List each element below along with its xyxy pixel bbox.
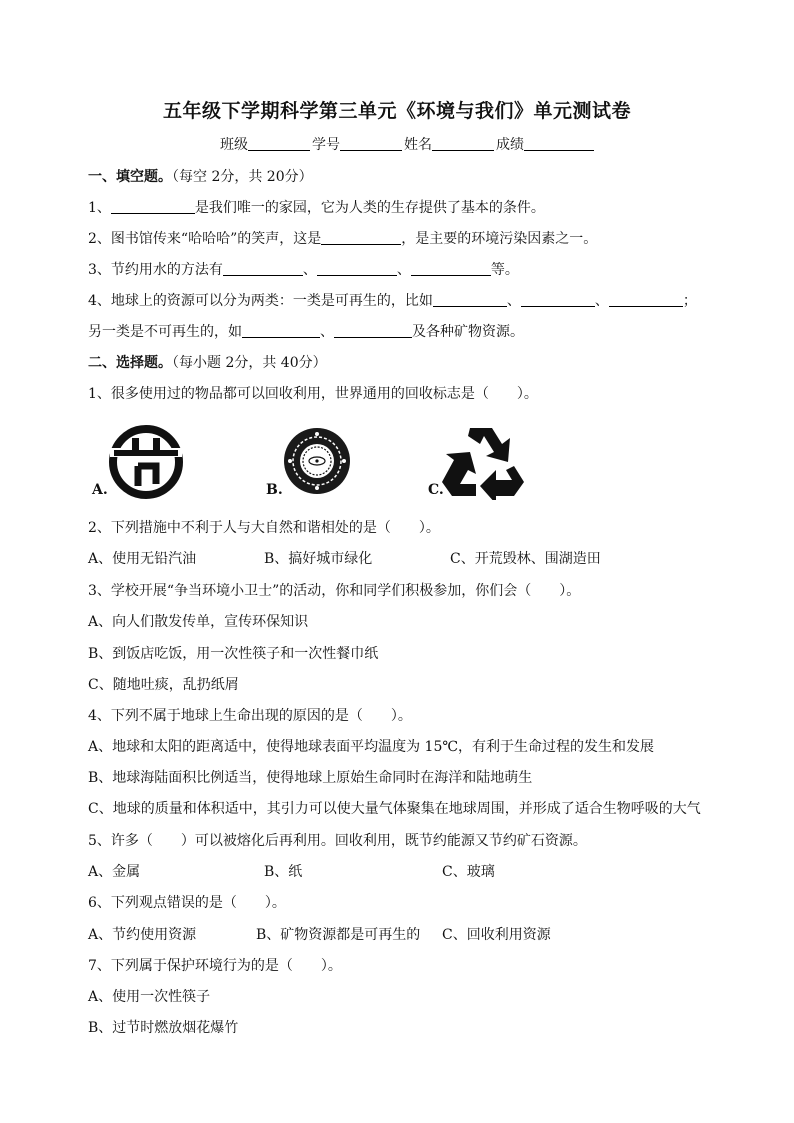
answer-blank[interactable] xyxy=(521,292,595,307)
choice-question-3-option-a[interactable]: A、向人们散发传单，宣传环保知识 xyxy=(88,614,309,630)
student-info-row xyxy=(220,134,640,154)
option-a-symbol-icon[interactable] xyxy=(108,424,184,500)
choice-question-4-option-c[interactable]: C、地球的质量和体积适中，其引力可以使大量气体聚集在地球周围，并形成了适合生物呼吸的大气 xyxy=(88,801,701,817)
answer-blank[interactable] xyxy=(334,323,412,338)
option-a[interactable]: A、使用无铅汽油 xyxy=(88,551,197,567)
option-c[interactable]: C、开荒毁林、围湖造田 xyxy=(450,551,601,567)
answer-blank[interactable] xyxy=(411,261,491,276)
score-blank[interactable] xyxy=(524,136,594,151)
option-c-recycle-icon[interactable] xyxy=(440,424,526,500)
fill-question-4-line2: 另一类是不可再生的，如 、 及各种矿物资源。 xyxy=(88,324,524,340)
answer-blank[interactable] xyxy=(321,230,401,245)
section2-heading: 二、选择题。（每小题 2分，共 40分） xyxy=(88,355,327,371)
name-blank[interactable] xyxy=(432,136,494,151)
fill-question-4: 4、地球上的资源可以分为两类：一类是可再生的，比如 、 、 ； xyxy=(88,293,697,309)
choice-question-2: 2、下列措施中不利于人与大自然和谐相处的是（ ）。 xyxy=(88,520,440,536)
choice-question-4-option-b[interactable]: B、地球海陆面积比例适当，使得地球上原始生命同时在海洋和陆地萌生 xyxy=(88,770,533,786)
choice-question-3-option-b[interactable]: B、到饭店吃饭，用一次性筷子和一次性餐巾纸 xyxy=(88,646,379,662)
choice-question-3: 3、学校开展“争当环境小卫士”的活动，你和同学们积极参加，你们会（ ）。 xyxy=(88,583,581,599)
option-b-symbol-icon[interactable] xyxy=(282,426,352,496)
choice-question-7-option-a[interactable]: A、使用一次性筷子 xyxy=(88,989,211,1005)
option-b-label: B. xyxy=(266,482,283,498)
answer-blank[interactable] xyxy=(111,199,195,214)
option-c[interactable]: C、玻璃 xyxy=(442,864,495,880)
answer-blank[interactable] xyxy=(609,292,683,307)
name-label: 姓名 xyxy=(404,137,432,153)
choice-question-1: 1、很多使用过的物品都可以回收利用，世界通用的回收标志是（ ）。 xyxy=(88,386,538,402)
option-c-label: C. xyxy=(428,482,444,498)
option-c[interactable]: C、回收利用资源 xyxy=(442,927,551,943)
fill-question-2: 2、图书馆传来“哈哈哈”的笑声，这是 ，是主要的环境污染因素之一。 xyxy=(88,231,598,247)
option-a[interactable]: A、金属 xyxy=(88,864,141,880)
page-title: 五年级下学期科学第三单元《环境与我们》单元测试卷 xyxy=(162,100,631,122)
score-label: 成绩 xyxy=(496,137,524,153)
option-a[interactable]: A、节约使用资源 xyxy=(88,927,197,943)
option-b[interactable]: B、矿物资源都是可再生的 xyxy=(256,927,421,943)
recycling-symbol-options xyxy=(86,418,536,502)
number-blank[interactable] xyxy=(340,136,402,151)
choice-question-6: 6、下列观点错误的是（ ）。 xyxy=(88,895,286,911)
answer-blank[interactable] xyxy=(242,323,320,338)
fill-question-1: 1、 是我们唯一的家园，它为人类的生存提供了基本的条件。 xyxy=(88,200,545,216)
option-b[interactable]: B、搞好城市绿化 xyxy=(264,551,373,567)
option-a-label: A. xyxy=(92,482,108,498)
answer-blank[interactable] xyxy=(317,261,397,276)
number-label: 学号 xyxy=(312,137,340,153)
option-b[interactable]: B、纸 xyxy=(264,864,303,880)
choice-question-4-option-a[interactable]: A、地球和太阳的距离适中，使得地球表面平均温度为 15℃，有利于生命过程的发生和发展 xyxy=(88,739,655,755)
answer-blank[interactable] xyxy=(433,292,507,307)
choice-question-4: 4、下列不属于地球上生命出现的原因的是（ ）。 xyxy=(88,708,412,724)
section1-heading: 一、填空题。（每空 2分，共 20分） xyxy=(88,169,313,185)
class-label: 班级 xyxy=(220,137,248,153)
choice-question-7: 7、下列属于保护环境行为的是（ ）。 xyxy=(88,958,342,974)
fill-question-3: 3、节约用水的方法有 、 、 等。 xyxy=(88,262,519,278)
class-blank[interactable] xyxy=(248,136,310,151)
choice-question-5: 5、许多（ ）可以被熔化后再利用。回收利用，既节约能源又节约矿石资源。 xyxy=(88,833,587,849)
answer-blank[interactable] xyxy=(223,261,303,276)
choice-question-7-option-b[interactable]: B、过节时燃放烟花爆竹 xyxy=(88,1020,239,1036)
choice-question-3-option-c[interactable]: C、随地吐痰，乱扔纸屑 xyxy=(88,677,239,693)
